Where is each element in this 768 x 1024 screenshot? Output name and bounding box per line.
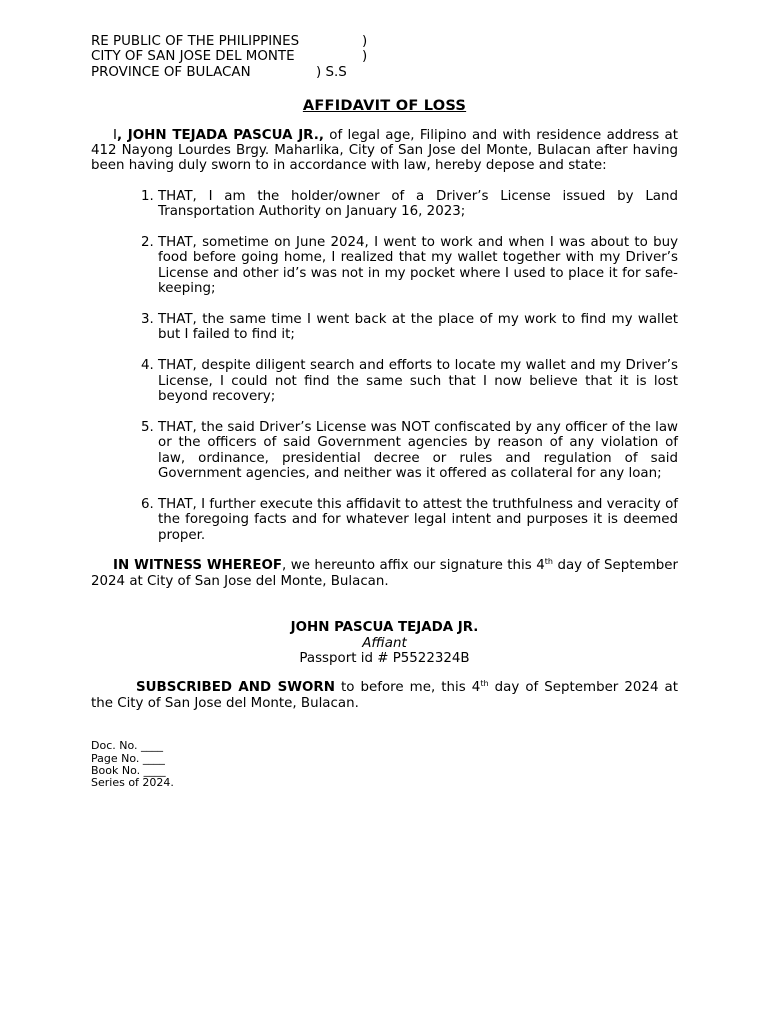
venue-line-city: [91, 49, 678, 64]
witness-paragraph: [91, 558, 678, 589]
venue-province-text: PROVINCE OF BULACAN: [91, 64, 251, 80]
statement-item-6: 6. THAT, I further execute this affidavit to attest the truthfulness and veracity of the foregoing facts and for whatever legal intent and purposes it is deemed proper.: [158, 497, 678, 543]
venue-block: [91, 34, 678, 80]
book-number: Book No. ____: [91, 763, 166, 777]
document-title: AFFIDAVIT OF LOSS: [302, 97, 467, 115]
venue-line-republic: [91, 34, 678, 49]
venue-city-text: CITY OF SAN JOSE DEL MONTE: [91, 49, 295, 65]
passport-id: Passport id # P5522324B: [299, 651, 470, 667]
statement-item-2: 2. THAT, sometime on June 2024, I went to work and when I was about to buy food before going home, I realized that my wallet together with my Driver’s License and other id’s was not in my pocket where I used to place it for safe-keeping;: [158, 235, 678, 297]
statement-item-3: 3. THAT, the same time I went back at the place of my work to find my wallet but I failed to find it;: [158, 312, 678, 343]
page-number: Page No. ____: [91, 751, 165, 765]
affiant-name: JOHN PASCUA TEJADA JR.: [290, 620, 479, 636]
intro-lead: I: [113, 127, 117, 143]
sworn-heading: SUBSCRIBED AND SWORN: [136, 680, 335, 696]
sworn-text-1: to before me, this 4: [334, 680, 481, 696]
statement-item-5: 5. THAT, the said Driver’s License was NOT confiscated by any officer of the law or the officers of said Government agencies by reason of any violation of law, ordinance, presidential decree or rules and regulation of said Government agencies, and neither was it offered as collateral for any loan;: [158, 420, 678, 482]
signature-block: [91, 620, 678, 666]
affiant-role: Affiant: [362, 635, 407, 651]
witness-heading: IN WITNESS WHEREOF: [113, 558, 283, 574]
statement-item-4: 4. THAT, despite diligent search and efforts to locate my wallet and my Driver’s License, I could not find the same such that I now believe that it is lost beyond recovery;: [158, 358, 678, 404]
statements-list: [91, 189, 678, 543]
affiant-name-intro: , JOHN TEJADA PASCUA JR.,: [116, 127, 324, 143]
notarial-register: [91, 740, 678, 789]
venue-province-paren: ) S.S: [316, 64, 347, 80]
venue-line-province: [91, 65, 678, 80]
intro-paragraph: [91, 128, 678, 174]
venue-republic-text: RE PUBLIC OF THE PHILIPPINES: [91, 34, 300, 49]
doc-number: Doc. No. ____: [91, 739, 163, 753]
witness-text-1: , we hereunto affix our signature this 4: [282, 558, 545, 574]
witness-text-2: day of September 2024 at City of San Jose del Monte, Bulacan.: [91, 558, 678, 589]
series-year: Series of 2024.: [91, 776, 174, 790]
statement-item-1: 1. THAT, I am the holder/owner of a Driver’s License issued by Land Transportation Authority on January 16, 2023;: [158, 189, 678, 220]
sworn-paragraph: [91, 680, 678, 711]
sworn-text-2: day of September 2024 at the City of San Jose del Monte, Bulacan.: [91, 680, 678, 711]
witness-ordinal: th: [544, 557, 553, 567]
affidavit-document: [91, 34, 678, 789]
sworn-ordinal: th: [480, 679, 489, 689]
intro-text: of legal age, Filipino and with residence address at 412 Nayong Lourdes Brgy. Maharlika, City of San Jose del Monte, Bulacan after having been having duly sworn to in accordance with law, hereby depose and state:: [91, 127, 679, 174]
venue-republic-paren: ): [362, 34, 368, 49]
venue-city-paren: ): [362, 49, 368, 65]
